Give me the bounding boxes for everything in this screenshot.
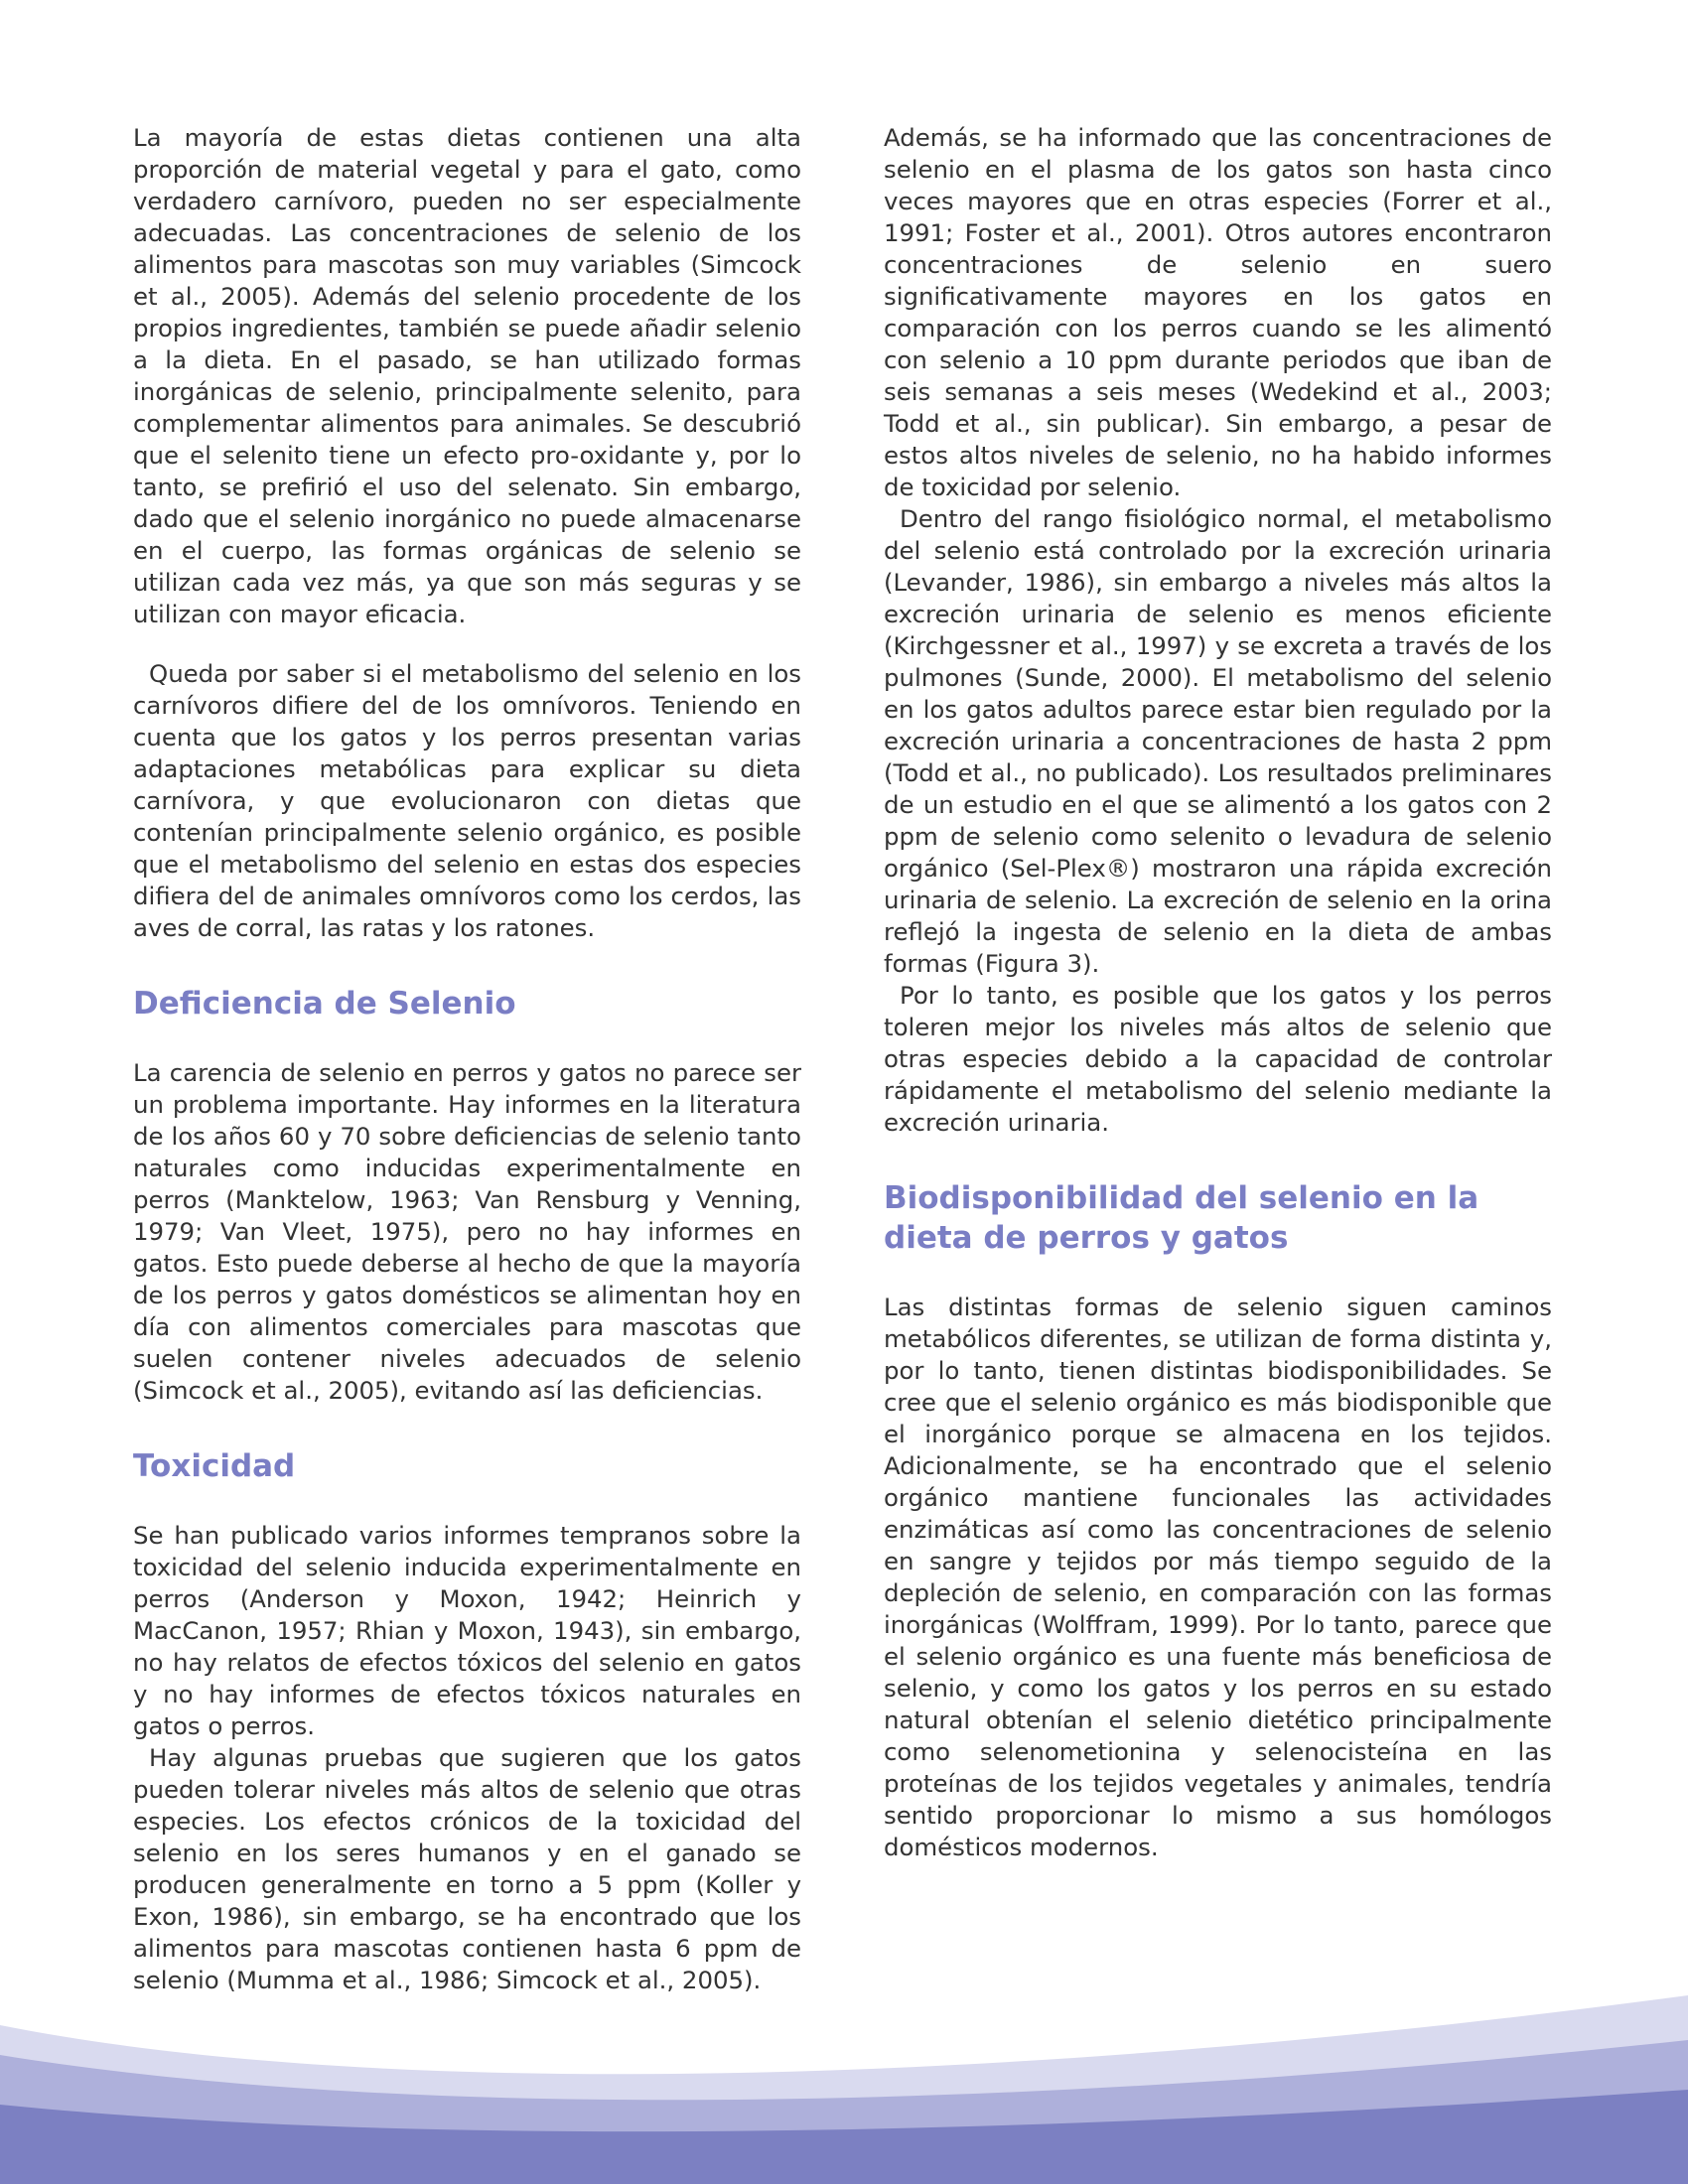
tolerance-paragraph: Hay algunas pruebas que sugieren que los gatos pueden tolerar niveles más altos de selenio que otras especies. Los efectos crónicos de la toxicidad del selenio en los seres humanos y en el ganado se producen generalmente en torno a 5 ppm (Koller y Exon, 1986), sin embargo, se ha encontrado que los alimentos para mascotas contienen hasta 6 ppm de selenio (Mumma et al., 1986; Simcock et al., 2005). bbox=[133, 1743, 801, 1994]
toxicity-paragraph: Se han publicado varios informes tempranos sobre la toxicidad del selenio inducida experimentalmente en perros (Anderson y Moxon, 1942; Heinrich y MacCanon, 1957; Rhian y Moxon, 1943), sin embargo, no hay relatos de efectos tóxicos del selenio en gatos y no hay informes de efectos tóxicos naturales en gatos o perros. bbox=[133, 1521, 801, 1740]
urinary-excretion-paragraph: Dentro del rango fisiológico normal, el metabolismo del selenio está controlado por la excreción urinaria (Levander, 1986), sin embargo a niveles más altos la excreción urinaria de selenio es menos eficiente (Kirchgessner et al., 1997) y se excreta a través de los pulmones (Sunde, 2000). El metabolismo del selenio en los gatos adultos parece estar bien regulado por la excreción urinaria a concentraciones de hasta 2 ppm (Todd et al., no publicado). Los resultados preliminares de un estudio en el que se alimentó a los gatos con 2 ppm de selenio como selenito o levadura de selenio orgánico (Sel-Plex®) mostraron una rápida excreción urinaria de selenio. La excreción de selenio en la orina reflejó la ingesta de selenio en la dieta de ambas formas (Figura 3). bbox=[884, 504, 1552, 978]
right-column bbox=[884, 122, 1552, 1863]
section-heading-toxicidad: Toxicidad bbox=[133, 1448, 296, 1484]
bioavailability-paragraph: Las distintas formas de selenio siguen caminos metabólicos diferentes, se utilizan de forma distinta y, por lo tanto, tienen distintas biodisponibilidades. Se cree que el selenio orgánico es más biodisponible que el inorgánico porque se almacena en los tejidos. Adicionalmente, se ha encontrado que el selenio orgánico mantiene funcionales las actividades enzimáticas así como las concentraciones de selenio en sangre y tejidos por más tiempo seguido de la depleción de selenio, en comparación con las formas inorgánicas (Wolffram, 1999). Por lo tanto, parece que el selenio orgánico es una fuente más beneficiosa de selenio, y como los gatos y los perros en su estado natural obtenían el selenio dietético principalmente como selenometionina y selenocisteína en las proteínas de los tejidos vegetales y animales, tendría sentido proporcionar lo mismo a sus homólogos domésticos modernos. bbox=[884, 1293, 1552, 1861]
tolerance-conclusion-paragraph: Por lo tanto, es posible que los gatos y los perros toleren mejor los niveles más altos de selenio que otras especies debido a la capacidad de controlar rápidamente el metabolismo del selenio mediante la excreción urinaria. bbox=[884, 981, 1552, 1137]
left-column bbox=[133, 122, 801, 1996]
decorative-wave-footer bbox=[0, 1985, 1688, 2184]
plasma-concentration-paragraph: Además, se ha informado que las concentraciones de selenio en el plasma de los gatos son hasta cinco veces mayores que en otras especies (Forrer et al., 1991; Foster et al., 2001). Otros autores encontraron concentraciones de selenio en suero significativamente mayores en los gatos en comparación con los perros cuando se les alimentó con selenio a 10 ppm durante periodos que iban de seis semanas a seis meses (Wedekind et al., 2003; Todd et al., sin publicar). Sin embargo, a pesar de estos altos niveles de selenio, no ha habido informes de toxicidad por selenio. bbox=[884, 123, 1552, 501]
deficiency-paragraph: La carencia de selenio en perros y gatos no parece ser un problema importante. Hay informes en la literatura de los años 60 y 70 sobre deficiencias de selenio tanto naturales como inducidas experimentalmente en perros (Manktelow, 1963; Van Rensburg y Venning, 1979; Van Vleet, 1975), pero no hay informes en gatos. Esto puede deberse al hecho de que la mayoría de los perros y gatos domésticos se alimentan hoy en día con alimentos comerciales para mascotas que suelen contener niveles adecuados de selenio (Simcock et al., 2005), evitando así las deficiencias. bbox=[133, 1058, 801, 1405]
section-heading-deficiencia: Deficiencia de Selenio bbox=[133, 986, 516, 1022]
carnivore-metabolism-paragraph: Queda por saber si el metabolismo del selenio en los carnívoros difiere del de los omnívoros. Teniendo en cuenta que los gatos y los perros presentan varias adaptaciones metabólicas para explicar su dieta carnívora, y que evolucionaron con dietas que contenían principalmente selenio orgánico, es posible que el metabolismo del selenio en estas dos especies difiera del de animales omnívoros como los cerdos, las aves de corral, las ratas y los ratones. bbox=[133, 659, 801, 942]
section-heading-biodisponibilidad: Biodisponibilidad del selenio en la dieta de perros y gatos bbox=[884, 1180, 1479, 1256]
intro-paragraph: La mayoría de estas dietas contienen una alta proporción de material vegetal y para el gato, como verdadero carnívoro, pueden no ser especialmente adecuadas. Las concentraciones de selenio de los alimentos para mascotas son muy variables (Simcock et al., 2005). Además del selenio procedente de los propios ingredientes, también se puede añadir selenio a la dieta. En el pasado, se han utilizado formas inorgánicas de selenio, principalmente selenito, para complementar alimentos para animales. Se descubrió que el selenito tiene un efecto pro-oxidante y, por lo tanto, se prefirió el uso del selenato. Sin embargo, dado que el selenio inorgánico no puede almacenarse en el cuerpo, las formas orgánicas de selenio se utilizan cada vez más, ya que son más seguras y se utilizan con mayor eficacia. bbox=[133, 123, 801, 628]
